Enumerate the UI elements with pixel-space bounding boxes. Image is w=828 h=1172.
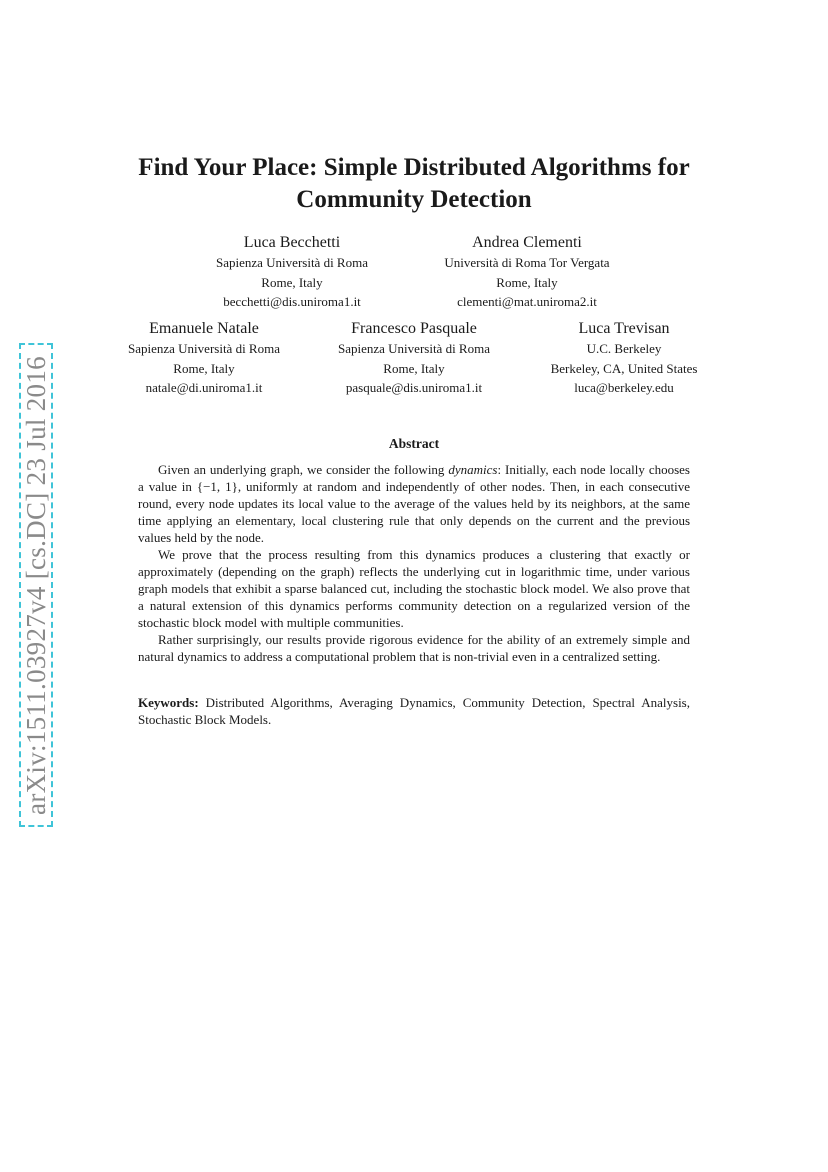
- abstract-text: : Initially, each node locally chooses a value in {−1, 1}, uniformly at random and independently of other nodes. Then, in each consecutive round, every node updates its local value to the average of the values held by its neighbors, at the same time applying an elementary, local clustering rule that only depends on the current and the previous values held by the node.: [138, 462, 690, 545]
- author-affiliation: Sapienza Università di Roma: [128, 341, 280, 356]
- author-name: Luca Trevisan: [578, 320, 670, 337]
- author-block: [192, 233, 392, 312]
- author-location: Rome, Italy: [173, 360, 235, 376]
- keywords: [138, 694, 690, 728]
- author-location: Rome, Italy: [496, 274, 558, 290]
- author-email[interactable]: clementi@mat.uniroma2.it: [457, 294, 597, 309]
- arxiv-id: arXiv:1511.03927v4 [cs.DC] 23 Jul 2016: [20, 355, 51, 815]
- author-name: Francesco Pasquale: [351, 320, 477, 337]
- abstract-paragraph: Rather surprisingly, our results provide rigorous evidence for the ability of an extremely simple and natural dynamics to address a computational problem that is non-trivial even in a centralized setting.: [138, 632, 690, 664]
- author-email[interactable]: becchetti@dis.uniroma1.it: [223, 294, 361, 309]
- abstract-heading: Abstract: [388, 436, 440, 451]
- author-location: Rome, Italy: [383, 360, 445, 376]
- author-affiliation: Università di Roma Tor Vergata: [444, 255, 610, 270]
- abstract-paragraph: We prove that the process resulting from this dynamics produces a clustering that exactly or approximately (depending on the graph) reflects the underlying cut in logarithmic time, under various graph models that exhibit a sparse balanced cut, including the stochastic block model. We also prove that a natural extension of this dynamics performs community detection on a regularized version of the stochastic block model with multiple communities.: [138, 547, 690, 630]
- author-email[interactable]: natale@di.uniroma1.it: [145, 380, 263, 395]
- paper-title: [100, 152, 728, 216]
- keywords-label: Keywords:: [138, 695, 199, 710]
- author-name: Luca Becchetti: [243, 234, 341, 251]
- author-location: Berkeley, CA, United States: [550, 360, 698, 376]
- author-block: [104, 319, 304, 398]
- author-name: Andrea Clementi: [472, 234, 582, 251]
- title-line-2: Community Detection: [296, 186, 532, 213]
- abstract-body: [138, 461, 690, 665]
- author-block: [314, 319, 514, 398]
- author-affiliation: Sapienza Università di Roma: [216, 255, 368, 270]
- author-name: Emanuele Natale: [149, 320, 259, 337]
- abstract-emphasis: dynamics: [448, 462, 498, 477]
- abstract-paragraph: [138, 461, 690, 546]
- author-block: [417, 233, 637, 312]
- author-email[interactable]: pasquale@dis.uniroma1.it: [345, 380, 483, 395]
- title-line-1: Find Your Place: Simple Distributed Algorithms for: [138, 154, 690, 181]
- abstract-text: Given an underlying graph, we consider the following: [158, 462, 449, 477]
- arxiv-stamp: [19, 343, 53, 827]
- author-affiliation: Sapienza Università di Roma: [338, 341, 490, 356]
- author-affiliation: U.C. Berkeley: [586, 341, 662, 356]
- author-email[interactable]: luca@berkeley.edu: [574, 380, 674, 395]
- author-block: [524, 319, 724, 398]
- keywords-text: Distributed Algorithms, Averaging Dynamics, Community Detection, Spectral Analysis, Stochastic Block Models.: [138, 695, 690, 727]
- author-location: Rome, Italy: [261, 274, 323, 290]
